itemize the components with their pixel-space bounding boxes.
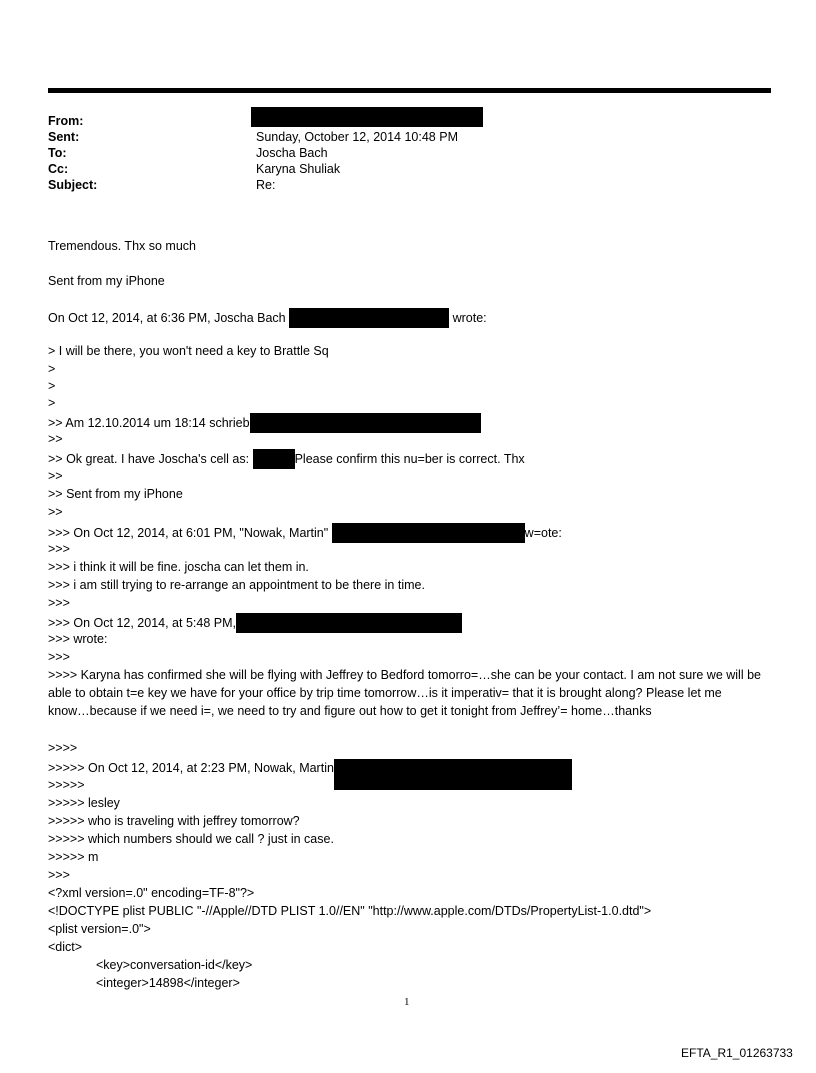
redaction <box>289 308 449 328</box>
body-line: >>> <box>48 868 70 882</box>
redaction <box>253 449 295 469</box>
body-paragraph: >>>> Karyna has confirmed she will be flying with Jeffrey to Bedford tomorro=…she can be your contact. I am not sure we will be able to obtain t=e key we have for your office by trip time tomorrow…is it imperativ= that it is brought along? Please let me know…because if we need i=, we need to try and figure out how to get it tonight from Jeffrey’= home…thanks <box>48 668 761 718</box>
text: >> Ok great. I have Joscha's cell as: <box>48 452 253 466</box>
body-line: >> <box>48 432 63 446</box>
sent-value: Sunday, October 12, 2014 10:48 PM <box>256 130 458 144</box>
from-label: From: <box>48 114 84 128</box>
quote-header: >>>>> On Oct 12, 2014, at 2:23 PM, Nowak, Martin <box>48 761 334 775</box>
body-line <box>48 759 572 790</box>
subject-value: Re: <box>256 178 276 192</box>
body-line: > <box>48 396 56 410</box>
body-line: <plist version=.0"> <box>48 922 151 936</box>
body-line: >>>>> <box>48 778 85 792</box>
to-label: To: <box>48 146 67 160</box>
body-line: >>> <box>48 650 70 664</box>
body-line: <key>conversation-id</key> <box>96 958 253 972</box>
body-line <box>48 449 525 469</box>
redaction <box>334 759 572 790</box>
body-line: >>> wrote: <box>48 632 108 646</box>
cc-value: Karyna Shuliak <box>256 162 341 176</box>
cc-label: Cc: <box>48 162 69 176</box>
quote-header-end: wrote: <box>449 311 487 325</box>
quote-header: On Oct 12, 2014, at 6:36 PM, Joscha Bach <box>48 311 290 325</box>
body-line <box>48 308 487 328</box>
body-line: Sent from my iPhone <box>48 274 165 288</box>
redaction <box>332 523 525 543</box>
quote-header: >>> On Oct 12, 2014, at 5:48 PM, <box>48 616 236 630</box>
body-line <box>48 413 481 433</box>
body-line: > <box>48 379 56 393</box>
body-line: Tremendous. Thx so much <box>48 239 196 253</box>
redaction-from <box>251 107 483 127</box>
body-line: >>>>> which numbers should we call ? just in case. <box>48 832 334 846</box>
body-line: >>>>> lesley <box>48 796 120 810</box>
body-line: >>> <box>48 596 70 610</box>
body-line: >>>>> who is traveling with jeffrey tomorrow? <box>48 814 300 828</box>
document-id: EFTA_R1_01263733 <box>681 1046 793 1060</box>
body-line <box>48 523 562 543</box>
body-line: <integer>14898</integer> <box>96 976 240 990</box>
body-line: >> Sent from my iPhone <box>48 487 183 501</box>
body-line <box>48 613 462 633</box>
body-line: >>>> <box>48 741 78 755</box>
sent-label: Sent: <box>48 130 80 144</box>
body-line: > I will be there, you won't need a key to Brattle Sq <box>48 344 329 358</box>
text: Please confirm this nu=ber is correct. Thx <box>294 452 525 466</box>
body-line: >>>>> m <box>48 850 99 864</box>
redaction <box>236 613 462 633</box>
page-number: 1 <box>404 996 410 1008</box>
body-line: <?xml version=.0" encoding=TF-8"?> <box>48 886 255 900</box>
body-line: <!DOCTYPE plist PUBLIC "-//Apple//DTD PLIST 1.0//EN" "http://www.apple.com/DTDs/PropertyList-1.0.dtd"> <box>48 904 652 918</box>
subject-label: Subject: <box>48 178 98 192</box>
body-line: <dict> <box>48 940 83 954</box>
body-line: >> <box>48 469 63 483</box>
quote-header: >>> On Oct 12, 2014, at 6:01 PM, "Nowak, Martin" <box>48 526 332 540</box>
body-line: >>> i think it will be fine. joscha can let them in. <box>48 560 309 574</box>
to-value: Joscha Bach <box>256 146 328 160</box>
text: w=ote: <box>524 526 562 540</box>
body-line: > <box>48 362 56 376</box>
body-line: >> <box>48 505 63 519</box>
quote-header: >> Am 12.10.2014 um 18:14 schrieb <box>48 416 250 430</box>
body-line: >>> <box>48 542 70 556</box>
redaction <box>250 413 481 433</box>
header-rule <box>48 88 771 93</box>
body-line: >>> i am still trying to re-arrange an appointment to be there in time. <box>48 578 425 592</box>
